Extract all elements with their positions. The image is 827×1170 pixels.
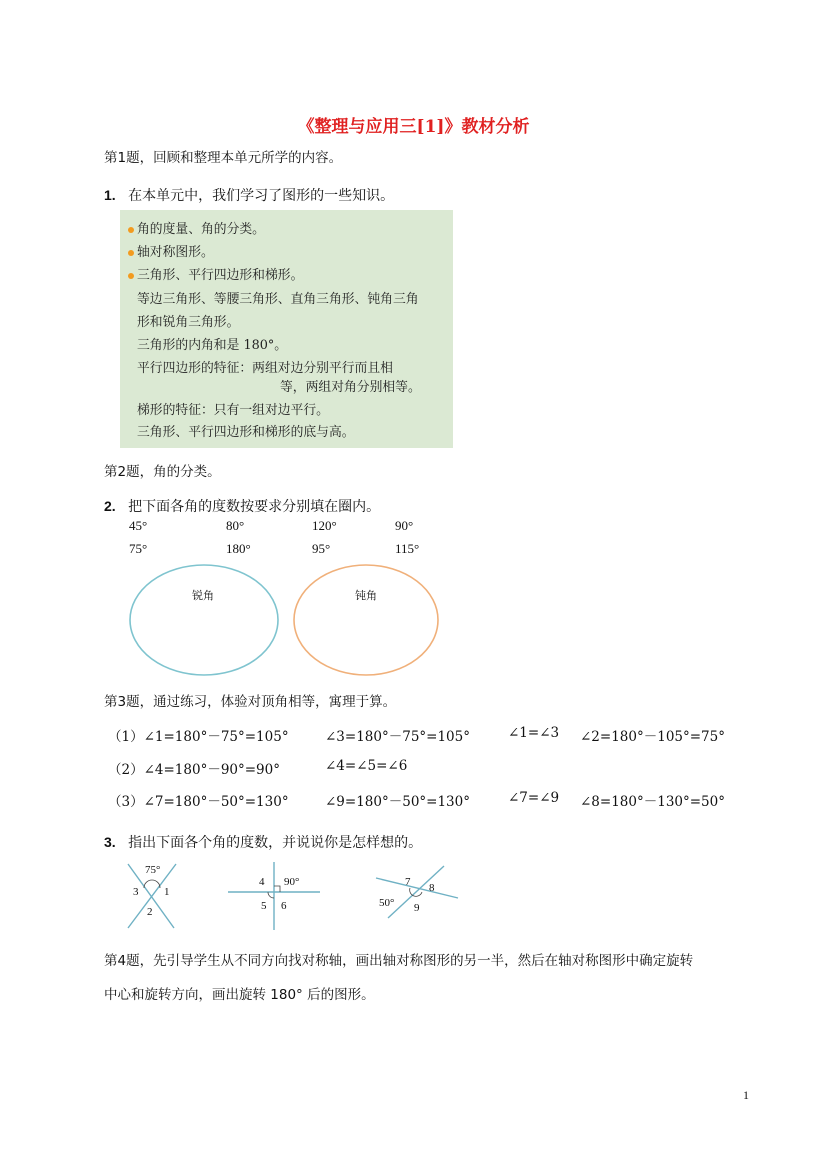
box-line-7: 平行四边形的特征：两组对边分别平行而且相	[137, 361, 393, 376]
exercise-3-heading	[104, 832, 422, 853]
page-title: 《整理与应用三[1]》教材分析	[297, 117, 530, 137]
equation-3a: （3）∠7=180°－50°=130°	[108, 794, 289, 810]
equation-3c: ∠7=∠9	[508, 790, 560, 806]
bullet-icon	[128, 227, 134, 233]
figure-3-label: 8	[429, 882, 435, 894]
acute-angle-label: 锐角	[192, 589, 214, 602]
equation-1b: ∠3=180°－75°=105°	[325, 729, 470, 745]
equation-3b: ∠9=180°－50°=130°	[325, 794, 470, 810]
angle-value: 90°	[395, 518, 414, 533]
exercise-1-number: 1.	[104, 187, 116, 203]
section2-intro: 第2题，角的分类。	[104, 464, 221, 480]
equation-1d: ∠2=180°－105°=75°	[580, 729, 725, 745]
equation-1a: （1）∠1=180°－75°=105°	[108, 729, 289, 745]
figure-2-label: 6	[281, 900, 287, 912]
obtuse-angle-label: 钝角	[355, 589, 377, 602]
figure-1-known-angle: 75°	[145, 864, 161, 876]
equation-2b: ∠4=∠5=∠6	[325, 758, 408, 774]
obtuse-angle-oval	[294, 565, 438, 675]
box-line-2: 轴对称图形。	[128, 241, 214, 265]
box-line-6: 三角形的内角和是 180°。	[137, 338, 288, 353]
angle-value: 120°	[312, 518, 337, 533]
knowledge-summary-box	[120, 210, 453, 448]
exercise-3-number: 3.	[104, 834, 116, 850]
equation-2a: （2）∠4=180°－90°=90°	[108, 762, 280, 778]
box-line-4: 等边三角形、等腰三角形、直角三角形、钝角三角	[137, 292, 419, 307]
angle-value: 75°	[129, 541, 148, 556]
equation-3d: ∠8=180°－130°=50°	[580, 794, 725, 810]
angle-value: 80°	[226, 518, 245, 533]
figure-3-label: 9	[414, 902, 420, 914]
box-line-1: 角的度量、角的分类。	[128, 218, 265, 242]
angle-value: 95°	[312, 541, 331, 556]
bullet-icon	[128, 250, 134, 256]
figure-2-perpendicular-lines	[226, 858, 322, 932]
bullet-icon	[128, 273, 134, 279]
box-line-10: 三角形、平行四边形和梯形的底与高。	[137, 425, 355, 440]
section3-intro: 第3题，通过练习，体验对顶角相等，寓理于算。	[104, 694, 397, 710]
section4-line2: 中心和旋转方向，画出旋转 180° 后的图形。	[104, 987, 375, 1003]
box-line-9: 梯形的特征：只有一组对边平行。	[137, 403, 329, 418]
page-number: 1	[743, 1088, 749, 1102]
angle-value: 180°	[226, 541, 251, 556]
angle-value: 115°	[395, 541, 420, 556]
figure-1-label: 3	[133, 886, 139, 898]
figure-2-label: 4	[259, 876, 265, 888]
exercise-2-text: 把下面各角的度数按要求分别填在圈内。	[128, 499, 381, 515]
box-line-3: 三角形、平行四边形和梯形。	[128, 264, 303, 288]
angle-value: 45°	[129, 518, 148, 533]
figure-2-label: 5	[261, 900, 267, 912]
classification-ovals	[128, 562, 448, 682]
box-line-8: 等，两组对角分别相等。	[280, 380, 421, 395]
exercise-3-text: 指出下面各个角的度数，并说说你是怎样想的。	[128, 835, 423, 851]
equation-1c: ∠1=∠3	[508, 725, 560, 741]
figure-1-label: 2	[147, 906, 153, 918]
figure-3-label: 7	[405, 876, 411, 888]
section1-intro: 第1题，回顾和整理本单元所学的内容。	[104, 150, 343, 166]
exercise-2-heading	[104, 496, 380, 517]
exercise-1-heading	[104, 185, 394, 206]
figure-2-known-angle: 90°	[284, 876, 300, 888]
section4-line1: 第4题，先引导学生从不同方向找对称轴，画出轴对称图形的另一半，然后在轴对称图形中确定旋转	[104, 953, 694, 969]
figure-3-known-angle: 50°	[379, 897, 395, 909]
box-line-5: 形和锐角三角形。	[137, 315, 240, 330]
exercise-2-number: 2.	[104, 498, 116, 514]
acute-angle-oval	[130, 565, 278, 675]
exercise-1-text: 在本单元中，我们学习了图形的一些知识。	[128, 188, 395, 204]
figure-1-label: 1	[164, 886, 170, 898]
